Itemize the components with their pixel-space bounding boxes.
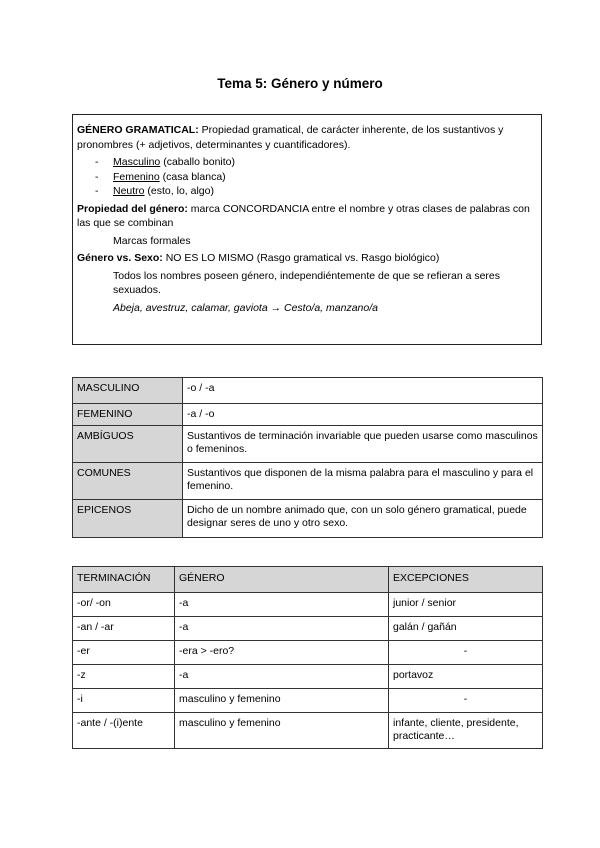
genero-sexo-paragraph (77, 251, 537, 266)
table-cell: - (389, 689, 543, 713)
page-title: Tema 5: Género y número (217, 76, 383, 91)
table-cell: -a (175, 665, 389, 689)
table-cell: -a (175, 617, 389, 641)
table-cell: Sustantivos de terminación invariable que pueden usarse como masculinos o femeninos. (183, 426, 543, 463)
table-row (73, 689, 543, 713)
propiedad-paragraph (77, 202, 537, 231)
table-row (73, 665, 543, 689)
genero-sexo-label: Género vs. Sexo: (77, 252, 163, 264)
propiedad-label: Propiedad del género: (77, 202, 188, 215)
header-cell: GÉNERO (175, 567, 389, 593)
table-cell: - (389, 641, 543, 665)
table-row (73, 641, 543, 665)
table-cell: junior / senior (389, 593, 543, 617)
table-cell: -z (73, 665, 175, 689)
genero-gramatical-label: GÉNERO GRAMATICAL: (77, 124, 199, 136)
list-item: - Neutro (esto, lo, algo) (95, 185, 214, 197)
table-row (73, 378, 543, 404)
propiedad-text: marca CONCORDANCIA entre el nombre y otras clases de palabras con las que se combinan (77, 202, 530, 229)
table-cell: Sustantivos que disponen de la misma palabra para el masculino y para el femenino. (183, 463, 543, 500)
list-item: - Femenino (casa blanca) (95, 170, 226, 183)
terminations-table (72, 566, 543, 749)
table-cell: -or/ -on (73, 593, 175, 617)
table-cell: -a (175, 593, 389, 617)
table-cell: Dicho de un nombre animado que, con un solo género gramatical, puede designar seres de uno y otro sexo. (183, 500, 543, 538)
table-cell: infante, cliente, presidente, practicante… (389, 713, 543, 749)
genero-gramatical-paragraph (77, 123, 537, 152)
table-row (73, 404, 543, 426)
header-cell: TERMINACIÓN (73, 567, 175, 593)
genero-gramatical-text: Propiedad gramatical, de carácter inherente, de los sustantivos y pronombres (+ adjetivos, determinantes y cuantificadores). (77, 124, 504, 151)
table-cell: portavoz (389, 665, 543, 689)
table-cell: -i (73, 689, 175, 713)
table-cell: AMBÍGUOS (73, 426, 183, 463)
table-row (73, 463, 543, 500)
ejemplos-paragraph: Abeja, avestruz, calamar, gaviota → Cesto/a, manzano/a (113, 301, 378, 314)
table-cell: FEMENINO (73, 404, 183, 426)
genero-list (77, 155, 537, 199)
table-cell: MASCULINO (73, 378, 183, 404)
table-row (73, 593, 543, 617)
marcas-formales: Marcas formales (113, 234, 191, 247)
table-cell: galán / gañán (389, 617, 543, 641)
header-cell: EXCEPCIONES (389, 567, 543, 593)
gender-types-table (72, 377, 543, 538)
table-row (73, 713, 543, 749)
table-cell: -er (73, 641, 175, 665)
table-cell: EPICENOS (73, 500, 183, 538)
table-cell: masculino y femenino (175, 689, 389, 713)
genero-sexo-text: NO ES LO MISMO (Rasgo gramatical vs. Rasgo biológico) (162, 252, 440, 264)
summary-box (72, 114, 542, 345)
todos-paragraph: Todos los nombres poseen género, independiéntemente de que se refieran a seres sexuados. (113, 269, 501, 296)
list-item: - Masculino (caballo bonito) (95, 156, 235, 168)
table-cell: -era > -ero? (175, 641, 389, 665)
table-row (73, 617, 543, 641)
table-cell: -ante / -(i)ente (73, 713, 175, 749)
table-cell: masculino y femenino (175, 713, 389, 749)
table-row (73, 426, 543, 463)
table-row (73, 500, 543, 538)
table-cell: -a / -o (183, 404, 543, 426)
table-header-row (73, 567, 543, 593)
table-cell: COMUNES (73, 463, 183, 500)
table-cell: -an / -ar (73, 617, 175, 641)
table-cell: -o / -a (183, 378, 543, 404)
